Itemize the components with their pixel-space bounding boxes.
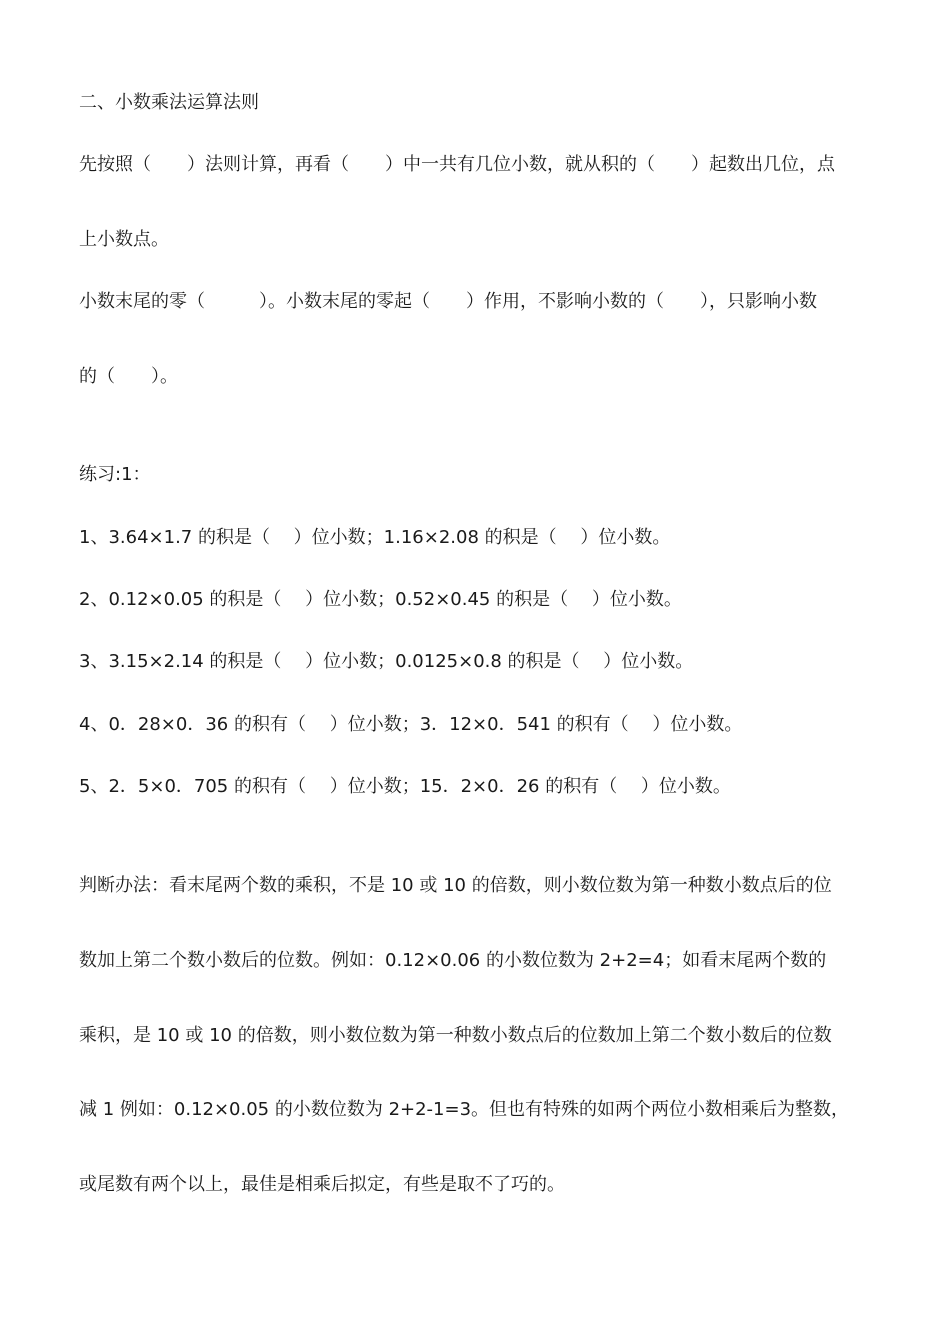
- practice-title: 练习:1：: [79, 464, 151, 485]
- rule-1-line-2: 上小数点。: [79, 229, 169, 250]
- method-line-5: 或尾数有两个以上，最佳是相乘后拟定，有些是取不了巧的。: [79, 1174, 565, 1195]
- rule-2-line-2: 的（ ）。: [79, 366, 178, 387]
- exercise-1: 1、3.64×1.7 的积是（ ）位小数；1.16×2.08 的积是（ ）位小数。: [79, 527, 671, 548]
- method-line-2: 数加上第二个数小数后的位数。例如：0.12×0.06 的小数位数为 2+2=4；如看末尾两个数的: [79, 950, 827, 971]
- rule-1-line-1: 先按照（ ）法则计算，再看（ ）中一共有几位小数，就从积的（ ）起数出几位，点: [79, 154, 835, 175]
- method-line-3: 乘积，是 10 或 10 的倍数，则小数位数为第一种数小数点后的位数加上第二个数小数后的位数: [79, 1025, 832, 1046]
- exercise-2: 2、0.12×0.05 的积是（ ）位小数；0.52×0.45 的积是（ ）位小数。: [79, 589, 682, 610]
- exercise-5: 5、2．5×0．705 的积有（ ）位小数；15．2×0．26 的积有（ ）位小数。: [79, 776, 731, 797]
- method-line-1: 判断办法：看末尾两个数的乘积，不是 10 或 10 的倍数，则小数位数为第一种数小数点后的位: [79, 875, 832, 896]
- rule-2-line-1: 小数末尾的零（ ）。小数末尾的零起（ ）作用，不影响小数的（ ），只影响小数: [79, 291, 817, 312]
- exercise-4: 4、0．28×0．36 的积有（ ）位小数；3．12×0．541 的积有（ ）位小数。: [79, 714, 743, 735]
- exercise-3: 3、3.15×2.14 的积是（ ）位小数；0.0125×0.8 的积是（ ）位小数。: [79, 651, 694, 672]
- method-line-4: 减 1 例如：0.12×0.05 的小数位数为 2+2-1=3。但也有特殊的如两个两位小数相乘后为整数，: [79, 1099, 850, 1120]
- section-heading: 二、小数乘法运算法则: [79, 92, 259, 113]
